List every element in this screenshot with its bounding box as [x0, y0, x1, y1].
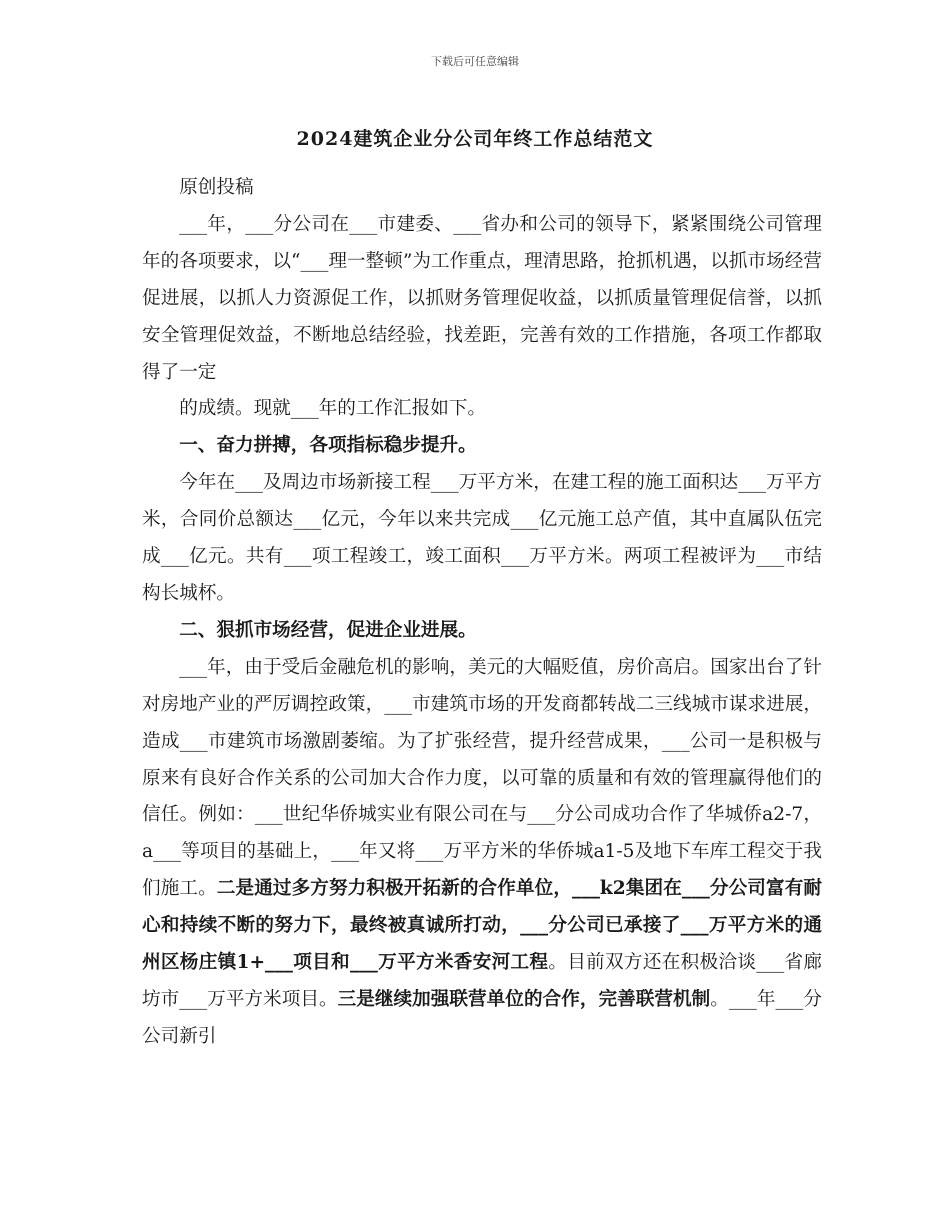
section-heading-1: 一、奋力拼搏，各项指标稳步提升。	[179, 435, 477, 457]
section-heading-2: 二、狠抓市场经营，促进企业进展。	[179, 619, 477, 641]
document-body	[142, 170, 822, 1056]
market-text-normal-1: ___年，由于受后金融危机的影响，美元的大幅贬值，房价高启。国家出台了针对房地产业的严厉调控政策，___市建筑市场的开发商都转战二三线城市谋求进展，造成___市建筑市场激剧萎缩。为了扩张经营，提升经营成果，___公司一是积极与原来有良好合作关系的公司加大合作力度，以可靠的质量和有效的管理赢得他们的信任。例如：___世纪华侨城实业有限公司在与___分公司成功合作了华城侨a2-7，a___等项目的基础上，___年又将___万平方米的华侨城a1-5及地下车库工程交于我们施工。	[142, 656, 822, 900]
paragraph-intro-end: 的成绩。现就___年的工作汇报如下。	[179, 398, 486, 420]
paragraph-intro: ___年，___分公司在___市建委、___省办和公司的领导下，紧紧围绕公司管理年的各项要求，以“___理一整顿”为工作重点，理清思路，抢抓机遇，以抓市场经营促进展，以抓人力资源促工作，以抓财务管理促收益，以抓质量管理促信誉，以抓安全管理促效益，不断地总结经验，找差距，完善有效的工作措施，各项工作都取得了一定	[142, 213, 822, 383]
paragraph-source: 原创投稿	[179, 177, 254, 198]
paragraph-market	[142, 650, 822, 1056]
market-text-bold-2: 三是继续加强联营单位的合作，完善联营机制	[337, 988, 711, 1010]
paragraph-indicators: 今年在___及周边市场新接工程___万平方米，在建工程的施工面积达___万平方米，合同价总额达___亿元，今年以来共完成___亿元施工总产值，其中直属队伍完成___亿元。共有___项工程竣工，竣工面积___万平方米。两项工程被评为___市结构长城杯。	[142, 472, 822, 604]
market-text-normal-3: 。___年___分公司新引	[142, 988, 822, 1047]
market-text-normal-2: 。目前双方还在积极洽谈___省廊坊市___万平方米项目。	[142, 952, 822, 1010]
document-title: 2024建筑企业分公司年终工作总结范文	[296, 128, 654, 150]
market-text-bold-1: 二是通过多方努力积极开拓新的合作单位，___k2集团在___分公司富有耐心和持续不断的努力下，最终被真诚所打动，___分公司已承接了___万平方米的通州区杨庄镇1+___项目和___万平方米香安河工程	[142, 878, 822, 974]
page-header: 下载后可任意编辑	[431, 55, 519, 68]
